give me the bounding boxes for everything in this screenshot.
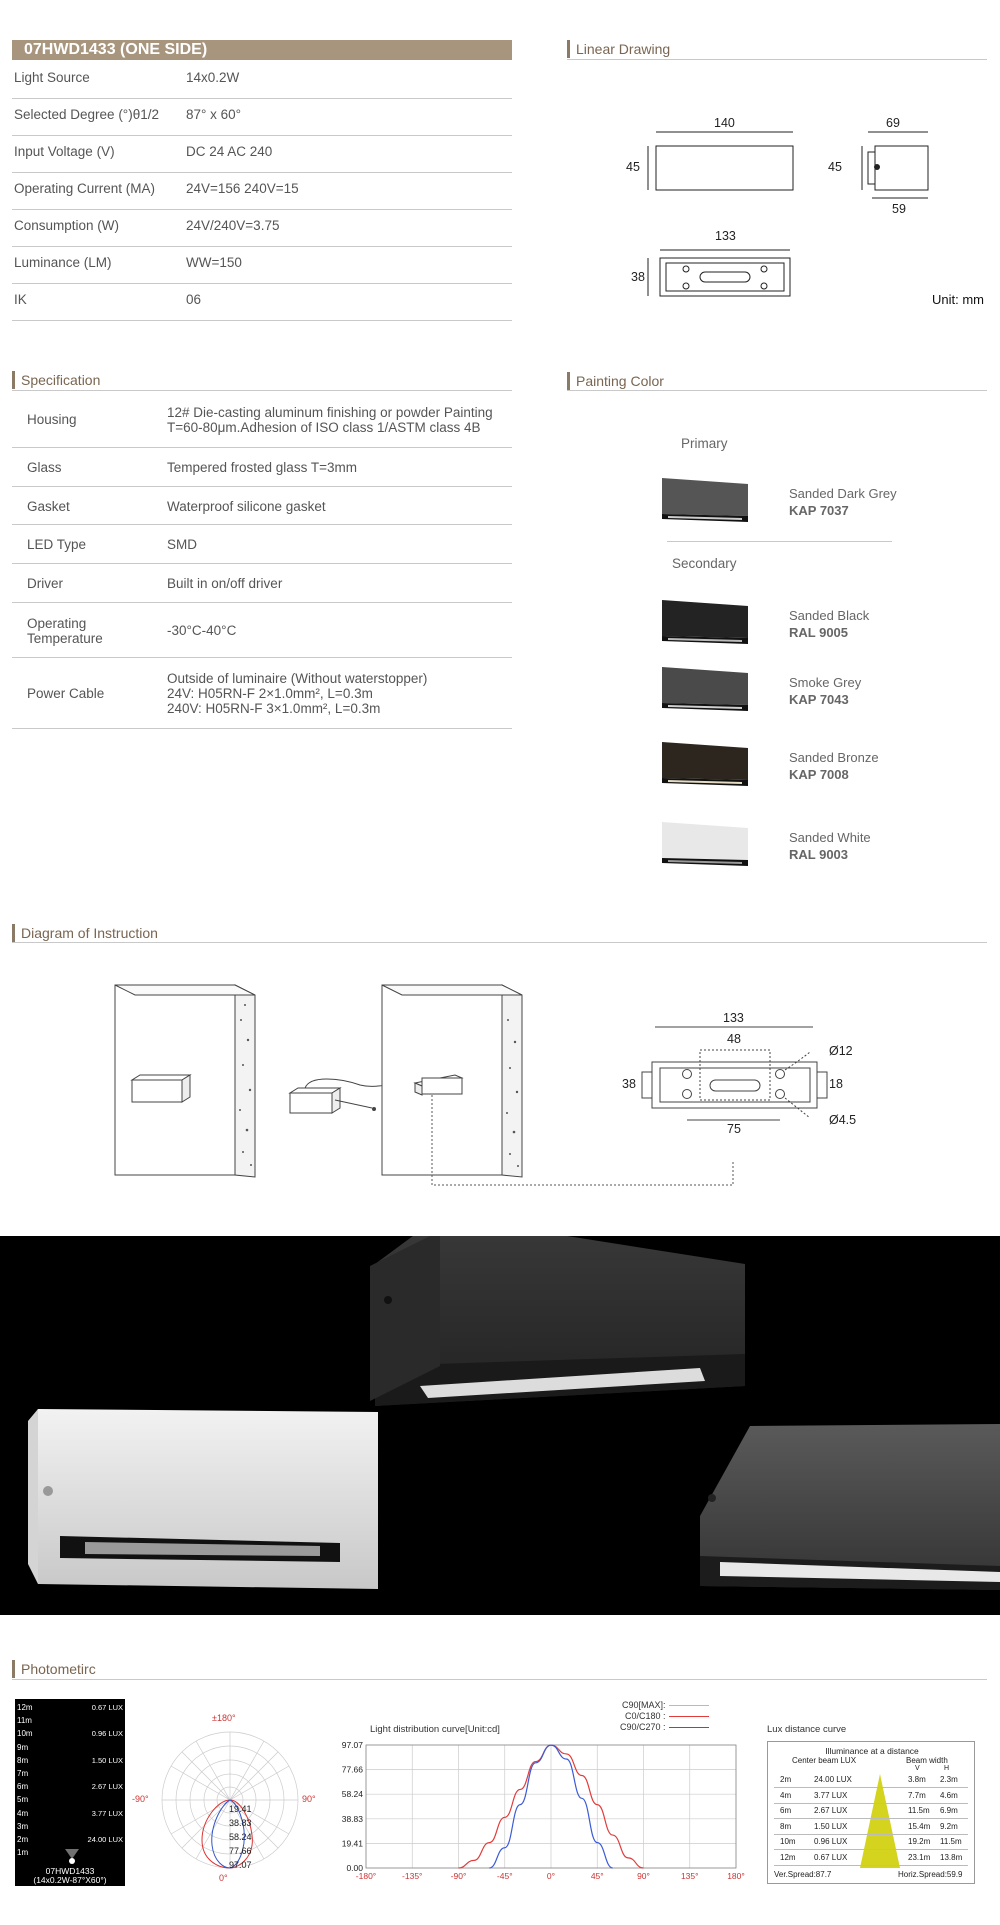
x-tick-label: -180° — [355, 1871, 377, 1881]
y-tick-label: 19.41 — [341, 1838, 363, 1849]
lux-title: Lux distance curve — [767, 1724, 847, 1735]
distance-label: 5m — [17, 1795, 29, 1805]
divider — [567, 390, 987, 391]
specification-row — [12, 391, 512, 448]
lux-cell-h: 4.6m — [940, 1790, 958, 1800]
distance-label: 7m — [17, 1769, 29, 1778]
ver-spread: Ver.Spread:87.7 — [774, 1870, 832, 1879]
spec-label: Input Voltage (V) — [14, 144, 115, 159]
distance-label: 2m — [17, 1835, 29, 1844]
specification-value: -30°C-40°C — [167, 623, 237, 638]
legend-label: C0/C180 : — [625, 1711, 666, 1721]
legend-label: C90[MAX]: — [622, 1700, 666, 1710]
small-hole-dim: Ø4.5 — [829, 1113, 857, 1127]
color-name: Sanded Bronze — [789, 750, 879, 765]
specification-value: 240V: H05RN-F 3×1.0mm², L=0.3m — [167, 701, 381, 716]
product-render — [0, 1236, 1000, 1615]
distance-label: 11m — [17, 1716, 32, 1726]
lux-cell-h: 6.9m — [940, 1806, 958, 1815]
painting-color-title: Painting Color — [567, 372, 664, 390]
color-code: KAP 7043 — [789, 692, 849, 707]
lux-cell-v: 15.4m — [908, 1821, 931, 1831]
spec-label: IK — [14, 292, 27, 307]
color-entry — [789, 749, 879, 783]
x-tick-label: 90° — [637, 1871, 650, 1881]
spec-label: Light Source — [14, 70, 90, 85]
spec-label: Luminance (LM) — [14, 255, 112, 270]
lux-row-divider — [774, 1787, 968, 1788]
lux-cell-d: 10m — [780, 1837, 796, 1846]
lux-cell-v: 11.5m — [908, 1806, 930, 1815]
polar-top-label: ±180° — [212, 1713, 236, 1723]
distance-lux: 0.67 LUX — [91, 1703, 123, 1712]
lux-cell-h: 11.5m — [940, 1837, 962, 1846]
unit-label: Unit: mm — [932, 292, 984, 307]
lux-col-v: V — [915, 1765, 920, 1772]
specification-row — [12, 525, 512, 564]
specification-value: Outside of luminaire (Without waterstopper) — [167, 671, 428, 686]
specification-value: 24V: H05RN-F 2×1.0mm², L=0.3m — [167, 686, 373, 701]
x-tick-label: -90° — [450, 1871, 467, 1881]
legend-entry — [620, 1722, 709, 1733]
polar-ring-value: 97.07 — [229, 1860, 252, 1870]
x-tick-label: -135° — [402, 1871, 423, 1881]
spec-label: Operating Current (MA) — [14, 181, 156, 196]
distance-label: 8m — [17, 1755, 29, 1765]
lux-row-divider — [774, 1803, 968, 1804]
lux-heading: Illuminance at a distance — [825, 1746, 919, 1756]
spec-value: DC 24 AC 240 — [186, 144, 273, 159]
specification-label: LED Type — [27, 537, 87, 552]
specification-label: Driver — [27, 576, 63, 591]
lux-cell-d: 12m — [780, 1852, 796, 1862]
spec-value: 14x0.2W — [186, 70, 240, 85]
lux-row-divider — [774, 1865, 968, 1866]
lux-cell-d: 2m — [780, 1775, 792, 1784]
polar-ring-value: 77.66 — [229, 1846, 252, 1856]
x-tick-label: 0° — [546, 1871, 556, 1881]
photometric-title: Photometirc — [12, 1660, 96, 1678]
color-name: Sanded White — [789, 830, 871, 845]
x-tick-label: 180° — [727, 1871, 745, 1881]
distance-lux: 1.50 LUX — [91, 1755, 123, 1765]
primary-label: Primary — [681, 436, 728, 451]
color-entry — [789, 674, 861, 708]
lux-cell-lux: 3.77 LUX — [814, 1790, 848, 1800]
instruction-title: Diagram of Instruction — [12, 924, 158, 942]
back-width-dim: 133 — [715, 229, 736, 243]
spacing-dim: 75 — [727, 1122, 741, 1136]
specification-label: Power Cable — [27, 686, 105, 701]
linear-drawing — [620, 110, 930, 300]
color-code: RAL 9005 — [789, 625, 849, 640]
polar-ring-value: 19.41 — [229, 1804, 252, 1814]
spec-label: Selected Degree (°)θ1/2 — [14, 107, 159, 122]
specification-label: Housing — [27, 412, 77, 427]
specification-row — [12, 658, 512, 729]
color-swatch — [660, 665, 750, 715]
specification-label: Operating — [27, 615, 87, 631]
lux-col-center: Center beam LUX — [792, 1756, 857, 1765]
specification-value: Waterproof silicone gasket — [167, 498, 326, 514]
hor-spread: Horiz.Spread:59.9 — [898, 1870, 963, 1879]
spec-row — [12, 284, 512, 321]
plate-height-dim: 38 — [622, 1077, 636, 1091]
color-code: KAP 7008 — [789, 767, 849, 782]
y-tick-label: 0.00 — [346, 1863, 363, 1873]
legend-entry — [620, 1700, 709, 1711]
specification-value: T=60-80μm.Adhesion of ISO class 1/ASTM class 4B — [167, 419, 481, 435]
specification-value: Tempered frosted glass T=3mm — [167, 460, 357, 475]
y-tick-label: 97.07 — [341, 1740, 363, 1750]
color-name: Sanded Dark Grey — [789, 486, 897, 501]
spec-value: 24V/240V=3.75 — [186, 218, 280, 233]
front-width-dim: 140 — [714, 116, 735, 130]
specification-value: 12# Die-casting aluminum finishing or powder Painting — [167, 404, 493, 420]
color-entry — [789, 607, 869, 641]
polar-bottom-label: 0° — [219, 1873, 228, 1883]
distance-panel — [15, 1699, 125, 1886]
spec-row — [12, 136, 512, 173]
instruction-diagram — [110, 980, 870, 1200]
legend-swatch — [669, 1705, 709, 1706]
lux-cell-lux: 2.67 LUX — [814, 1806, 848, 1815]
legend-swatch — [669, 1727, 709, 1728]
specification-row — [12, 564, 512, 603]
color-swatch — [660, 598, 750, 648]
side-height-dim: 45 — [828, 160, 842, 174]
lux-cell-lux: 0.67 LUX — [814, 1852, 848, 1862]
specification-row — [12, 448, 512, 487]
x-tick-label: 135° — [680, 1871, 699, 1881]
lux-col-beam: Beam width — [906, 1756, 948, 1765]
spec-label: Consumption (W) — [14, 218, 120, 233]
secondary-label: Secondary — [672, 556, 737, 571]
lux-cell-h: 13.8m — [940, 1852, 963, 1862]
legend-label: C90/C270 : — [620, 1722, 666, 1732]
color-name: Smoke Grey — [789, 675, 862, 690]
color-entry — [789, 485, 897, 519]
distance-lux: 2.67 LUX — [91, 1782, 123, 1792]
distance-lux: 0.96 LUX — [91, 1729, 123, 1739]
lux-cell-h: 2.3m — [940, 1775, 958, 1784]
spec-row — [12, 62, 512, 99]
polar-ring-value: 38.83 — [229, 1818, 252, 1828]
linear-drawing-title: Linear Drawing — [567, 40, 670, 58]
curve-title: Light distribution curve[Unit:cd] — [370, 1724, 500, 1735]
legend-entry — [620, 1711, 709, 1722]
color-code: RAL 9003 — [789, 847, 849, 862]
divider — [567, 59, 987, 60]
side-bottom-dim: 59 — [892, 202, 906, 216]
front-height-dim: 45 — [626, 160, 640, 174]
product-title: 07HWD1433 (ONE SIDE) — [12, 40, 512, 60]
y-tick-label: 38.83 — [341, 1813, 363, 1824]
lux-cell-lux: 0.96 LUX — [814, 1837, 848, 1846]
y-tick-label: 77.66 — [341, 1764, 363, 1775]
y-tick-label: 58.24 — [341, 1789, 363, 1800]
distance-label: 12m — [17, 1703, 33, 1712]
plate-width-dim: 133 — [723, 1011, 744, 1025]
color-swatch — [660, 476, 750, 526]
distance-lux: 3.77 LUX — [91, 1808, 123, 1818]
polar-ring-value: 58.24 — [229, 1832, 252, 1842]
side-top-dim: 69 — [886, 116, 900, 130]
lux-col-h: H — [944, 1765, 950, 1772]
specification-row — [12, 603, 512, 658]
spec-row — [12, 210, 512, 247]
lux-cell-d: 6m — [780, 1806, 792, 1815]
lux-cell-v: 3.8m — [908, 1775, 926, 1784]
specification-row — [12, 487, 512, 525]
specification-title: Specification — [12, 371, 100, 389]
curve-legend — [620, 1700, 709, 1733]
slot-width-dim: 48 — [727, 1032, 741, 1046]
lux-cell-v: 7.7m — [908, 1790, 926, 1800]
lux-row-divider — [774, 1818, 968, 1819]
spec-value: 06 — [186, 292, 202, 307]
lux-row-divider — [774, 1849, 968, 1850]
legend-swatch — [669, 1716, 709, 1717]
lux-cell-lux: 24.00 LUX — [814, 1775, 852, 1784]
x-tick-label: 45° — [590, 1871, 604, 1881]
specification-value: SMD — [167, 537, 197, 552]
big-hole-dim: Ø12 — [829, 1044, 853, 1058]
lux-cell-d: 8m — [780, 1821, 792, 1831]
distance-label: 10m — [17, 1729, 33, 1739]
color-name: Sanded Black — [789, 608, 870, 623]
distance-label: 9m — [17, 1742, 29, 1752]
specification-label: Gasket — [27, 498, 70, 514]
lux-cell-v: 23.1m — [908, 1852, 931, 1862]
lux-cell-v: 19.2m — [908, 1837, 931, 1846]
spec-value: WW=150 — [186, 255, 242, 270]
distance-label: 3m — [17, 1821, 29, 1831]
distance-label: 6m — [17, 1782, 29, 1792]
x-tick-label: -45° — [496, 1871, 513, 1881]
polar-values — [229, 1802, 252, 1872]
polar-left-label: -90° — [132, 1794, 149, 1804]
spec-row — [12, 173, 512, 210]
spec-row — [12, 99, 512, 136]
lux-row-divider — [774, 1834, 968, 1835]
color-swatch — [660, 820, 750, 870]
lux-cell-lux: 1.50 LUX — [814, 1821, 848, 1831]
specification-label: Temperature — [27, 630, 103, 646]
back-height-dim: 38 — [631, 270, 645, 284]
panel-caption-spec: (14x0.2W-87°X60°) — [33, 1875, 107, 1885]
lux-cell-h: 9.2m — [940, 1821, 958, 1831]
spec-value: 24V=156 240V=15 — [186, 181, 299, 196]
specification-value: Built in on/off driver — [167, 576, 283, 591]
spec-value: 87° x 60° — [186, 107, 242, 122]
divider — [12, 942, 987, 943]
spec-row — [12, 247, 512, 284]
lux-table — [767, 1741, 975, 1884]
side-dim: 18 — [829, 1077, 843, 1091]
product-photo — [0, 1236, 1000, 1615]
color-entry — [789, 829, 871, 863]
panel-caption-model: 07HWD1433 — [45, 1866, 95, 1876]
lux-cell-d: 4m — [780, 1790, 792, 1800]
color-code: KAP 7037 — [789, 503, 849, 518]
distance-label: 4m — [17, 1808, 29, 1818]
divider — [12, 1679, 987, 1680]
light-distribution-chart — [340, 1735, 750, 1885]
color-swatch — [660, 740, 750, 790]
distance-lux: 24.00 LUX — [87, 1835, 123, 1844]
divider — [667, 541, 892, 542]
specification-label: Glass — [27, 460, 62, 475]
polar-right-label: 90° — [302, 1794, 316, 1804]
distance-label: 1m — [17, 1848, 29, 1858]
